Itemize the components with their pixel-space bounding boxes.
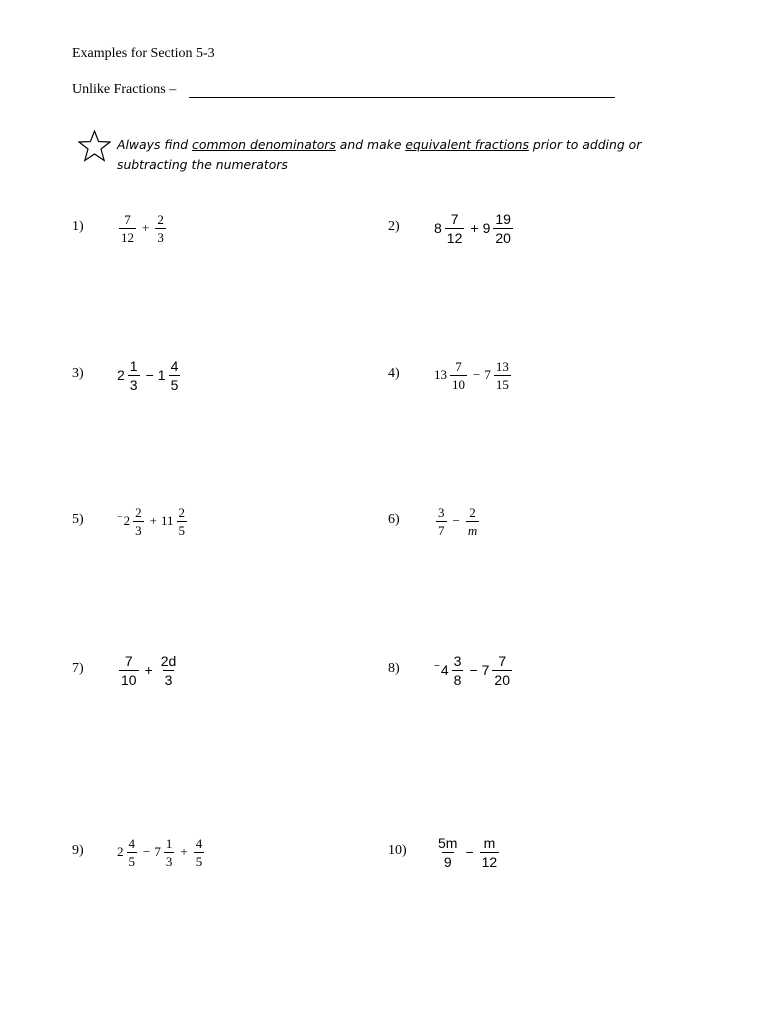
problem-number: 10) xyxy=(388,843,407,858)
problem-number: 7) xyxy=(72,661,84,676)
numerator: 7 xyxy=(450,210,459,227)
note-text-1: Always find xyxy=(117,137,193,152)
negative-sign: − xyxy=(117,511,123,523)
whole-number: 9 xyxy=(482,220,491,236)
problem-expression xyxy=(117,353,182,397)
problem-expression xyxy=(434,353,513,397)
fraction xyxy=(445,212,465,245)
whole-number: 2 xyxy=(123,513,131,528)
numerator: 1 xyxy=(165,835,173,851)
denominator: 3 xyxy=(164,671,173,688)
denominator: 5 xyxy=(195,853,203,869)
denominator: 5 xyxy=(128,853,135,869)
problem-expression xyxy=(434,206,515,250)
fraction xyxy=(119,213,136,244)
page-subtitle: Unlike Fractions – xyxy=(72,82,177,97)
operator: + xyxy=(180,844,188,859)
whole-number: 7 xyxy=(154,844,161,859)
denominator: 10 xyxy=(452,376,465,392)
numerator: 2 xyxy=(469,504,476,520)
fraction xyxy=(466,506,479,537)
negative-sign: − xyxy=(434,660,440,672)
denominator: 12 xyxy=(121,229,134,245)
note-text-2: and make xyxy=(335,137,406,152)
whole-number: 11 xyxy=(160,513,174,528)
problem-number: 2) xyxy=(388,219,400,234)
operator: + xyxy=(149,513,157,528)
operator: − xyxy=(143,844,151,859)
note-underline-common-denominators: common denominators xyxy=(192,137,336,152)
operator: + xyxy=(470,220,479,236)
denominator: 5 xyxy=(178,522,186,538)
denominator: 12 xyxy=(481,853,498,870)
denominator: 10 xyxy=(121,671,137,688)
fraction xyxy=(436,506,447,537)
problem-expression xyxy=(117,206,168,250)
numerator: 7 xyxy=(124,652,133,669)
numerator: 7 xyxy=(124,211,131,227)
fraction xyxy=(494,360,511,391)
numerator: 13 xyxy=(495,358,509,374)
whole-number: 7 xyxy=(484,367,491,382)
fraction xyxy=(119,654,139,687)
numerator: 19 xyxy=(495,210,511,227)
numerator: 2d xyxy=(160,652,177,669)
operator: − xyxy=(145,367,154,383)
problem-expression xyxy=(117,499,189,543)
operator: + xyxy=(142,220,150,235)
denominator: 8 xyxy=(453,671,462,688)
whole-number: 4 xyxy=(440,662,449,678)
numerator: 7 xyxy=(455,358,462,374)
numerator: 4 xyxy=(170,357,179,374)
fill-in-blank-line xyxy=(189,97,615,98)
fraction xyxy=(452,654,464,687)
note-underline-equivalent-fractions: equivalent fractions xyxy=(405,137,529,152)
whole-number: 7 xyxy=(481,662,490,678)
problem-expression xyxy=(434,648,514,692)
problem-expression xyxy=(117,830,206,874)
instruction-note xyxy=(117,135,677,175)
denominator: 7 xyxy=(438,522,445,538)
fraction xyxy=(127,837,138,868)
problem-number: 5) xyxy=(72,512,84,527)
numerator: 2 xyxy=(157,211,164,227)
numerator: 7 xyxy=(498,652,507,669)
numerator: 4 xyxy=(195,835,203,851)
denominator: 9 xyxy=(443,853,452,870)
fraction xyxy=(128,359,140,392)
operator: − xyxy=(452,513,460,528)
problem-number: 1) xyxy=(72,219,84,234)
denominator: 20 xyxy=(494,671,510,688)
fraction xyxy=(159,654,179,687)
fraction xyxy=(133,506,144,537)
numerator: 4 xyxy=(128,835,135,851)
operator: − xyxy=(473,367,481,382)
denominator: 15 xyxy=(495,376,509,392)
problem-number: 6) xyxy=(388,512,400,527)
numerator: 3 xyxy=(453,652,462,669)
fraction xyxy=(194,837,205,868)
denominator: 12 xyxy=(446,229,463,246)
denominator: 5 xyxy=(170,376,179,393)
fraction xyxy=(493,212,513,245)
fraction xyxy=(155,213,166,244)
denominator: 3 xyxy=(135,522,142,538)
fraction xyxy=(480,836,500,869)
fraction xyxy=(436,836,459,869)
star-icon xyxy=(78,130,111,162)
numerator: 5m xyxy=(438,834,458,851)
problem-expression xyxy=(434,830,501,874)
problem-expression xyxy=(117,648,180,692)
numerator: 1 xyxy=(129,357,138,374)
problem-number: 8) xyxy=(388,661,400,676)
denominator: 3 xyxy=(157,229,164,245)
fraction xyxy=(169,359,181,392)
problem-number: 4) xyxy=(388,366,400,381)
denominator: m xyxy=(467,522,478,538)
fraction xyxy=(492,654,512,687)
note-text-3: prior to adding or xyxy=(528,137,642,152)
note-text-4: subtracting the numerators xyxy=(117,157,288,172)
problem-expression xyxy=(434,499,481,543)
numerator: 2 xyxy=(135,504,142,520)
whole-number: 2 xyxy=(117,367,125,383)
numerator: m xyxy=(483,834,496,851)
operator: − xyxy=(465,844,474,860)
fraction xyxy=(177,506,188,537)
numerator: 3 xyxy=(438,504,445,520)
operator: − xyxy=(469,662,478,678)
numerator: 2 xyxy=(178,504,186,520)
problem-number: 9) xyxy=(72,843,84,858)
whole-number: 8 xyxy=(434,220,442,236)
operator: + xyxy=(144,662,153,678)
denominator: 3 xyxy=(165,853,173,869)
whole-number: 2 xyxy=(117,844,124,859)
denominator: 3 xyxy=(129,376,138,393)
whole-number: 13 xyxy=(434,367,447,382)
whole-number: 1 xyxy=(157,367,166,383)
page-title: Examples for Section 5-3 xyxy=(72,46,215,61)
denominator: 20 xyxy=(495,229,511,246)
problem-number: 3) xyxy=(72,366,84,381)
fraction xyxy=(164,837,175,868)
fraction xyxy=(450,360,467,391)
